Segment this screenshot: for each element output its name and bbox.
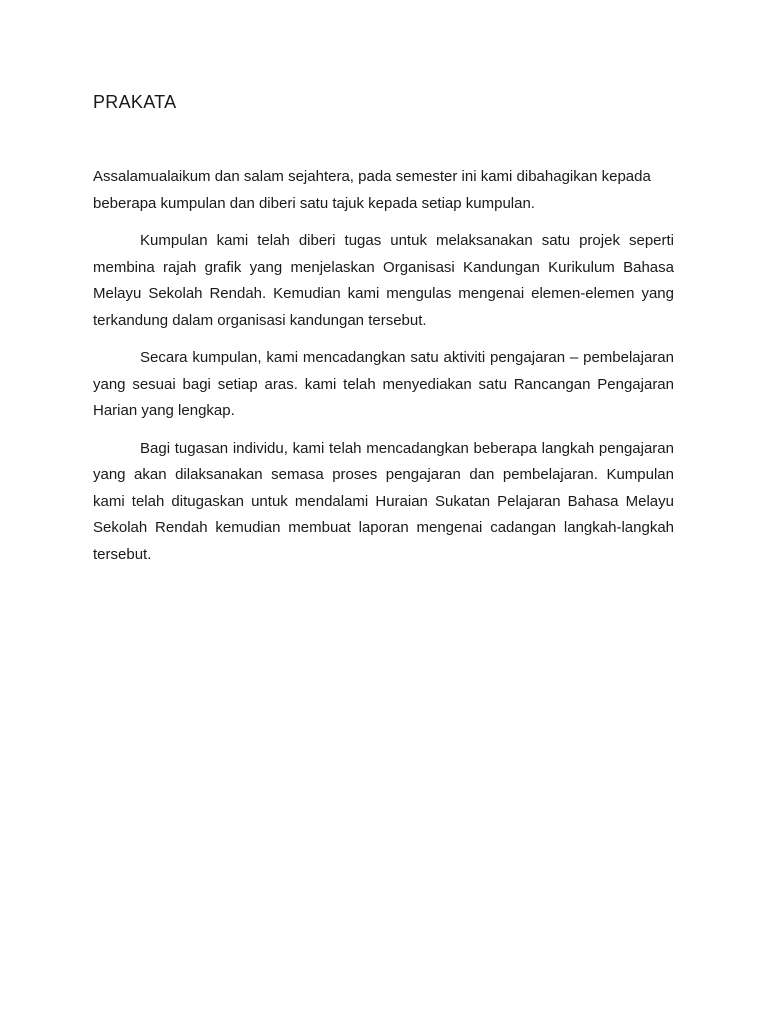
page-title: PRAKATA: [93, 92, 177, 112]
paragraph-group-activity: Secara kumpulan, kami mencadangkan satu aktiviti pengajaran – pembelajaran yang sesuai bagi setiap aras. kami telah menyediakan satu Rancangan Pengajaran Harian yang lengkap.: [93, 349, 674, 419]
paragraph-individual-task: Bagi tugasan individu, kami telah mencadangkan beberapa langkah pengajaran yang akan dilaksanakan semasa proses pengajaran dan pembelajaran. Kumpulan kami telah ditugaskan untuk mendalami Huraian Sukatan Pelajaran Bahasa Melayu Sekolah Rendah kemudian membuat laporan mengenai cadangan langkah-langkah tersebut.: [93, 439, 674, 563]
paragraph-greeting: Assalamualaikum dan salam sejahtera, pada semester ini kami dibahagikan kepada beberapa kumpulan dan diberi satu tajuk kepada setiap kumpulan.: [93, 168, 651, 212]
document-body: [93, 164, 674, 579]
paragraph-group-project: Kumpulan kami telah diberi tugas untuk melaksanakan satu projek seperti membina rajah grafik yang menjelaskan Organisasi Kandungan Kurikulum Bahasa Melayu Sekolah Rendah. Kemudian kami mengulas mengenai elemen-elemen yang terkandung dalam organisasi kandungan tersebut.: [93, 232, 674, 329]
